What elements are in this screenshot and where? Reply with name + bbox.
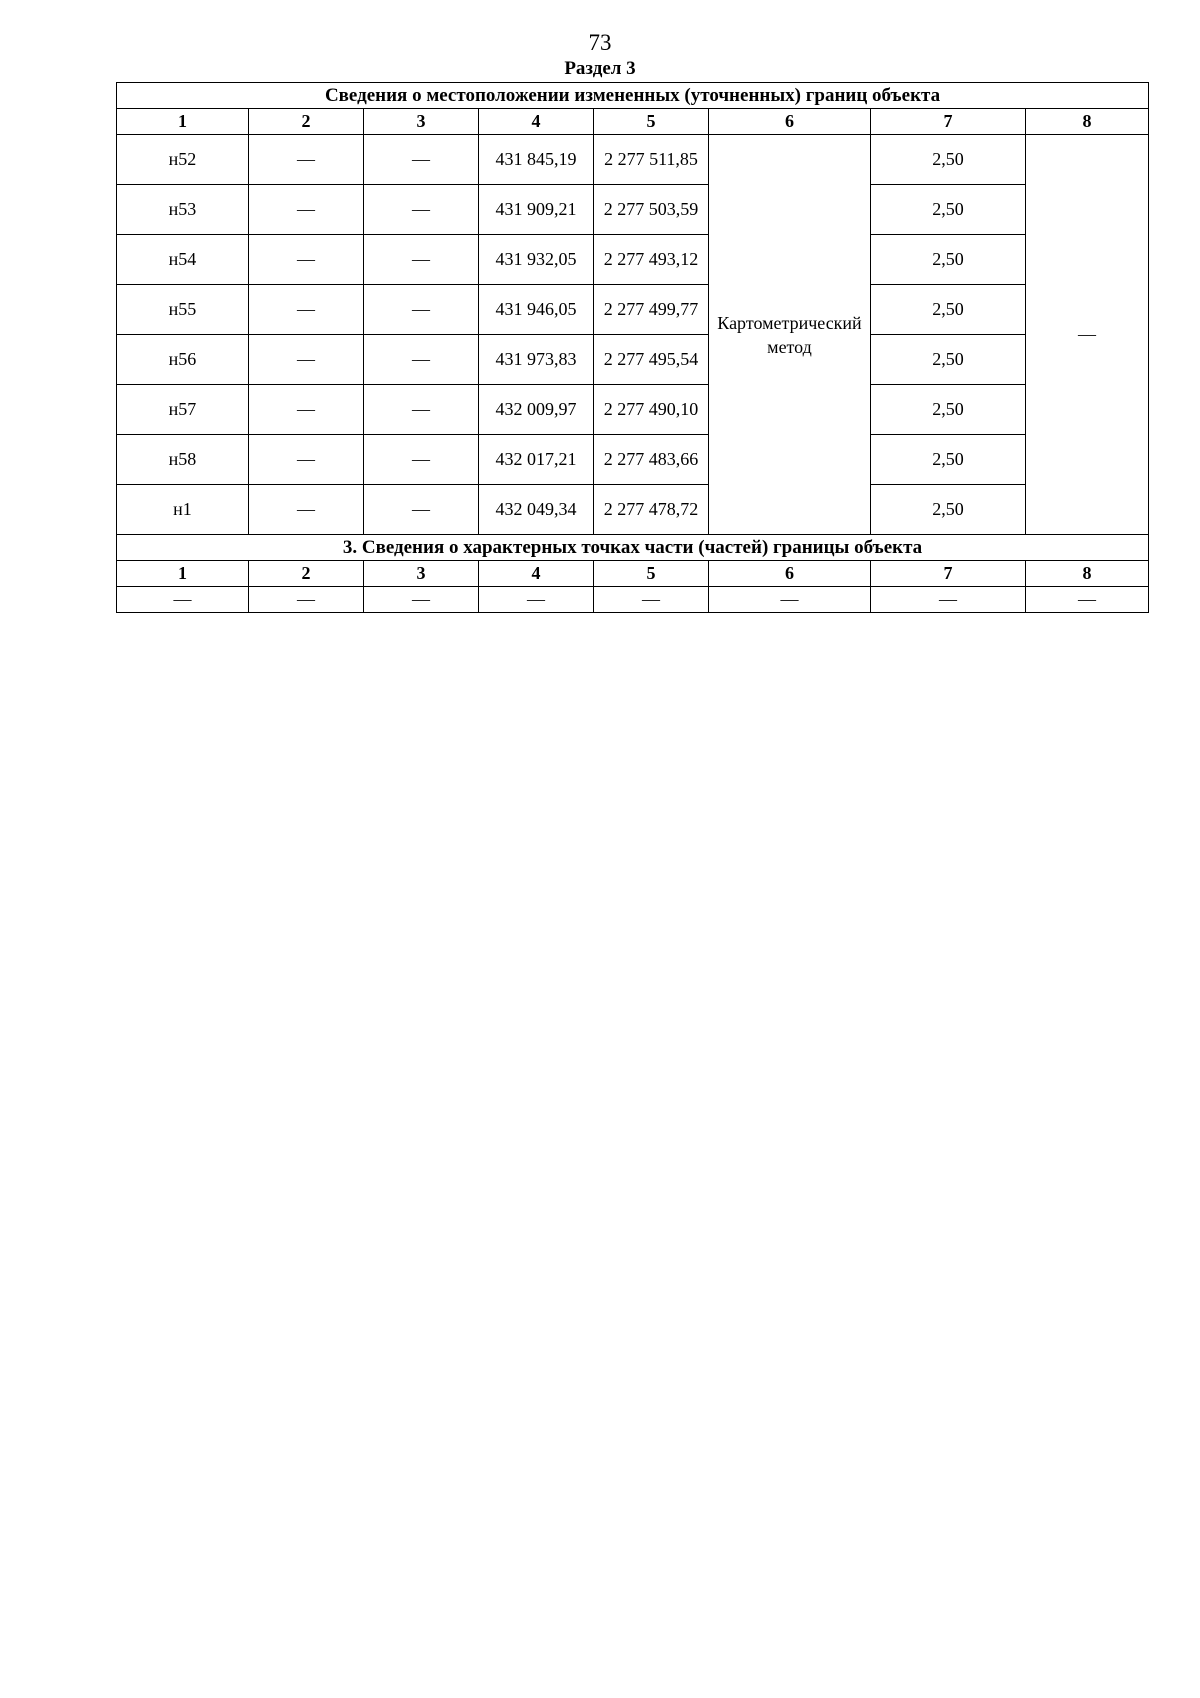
coord-y: 2 277 490,10: [594, 385, 709, 435]
col-header: 5: [594, 109, 709, 135]
col-header: 6: [709, 561, 871, 587]
col-header: 4: [479, 109, 594, 135]
coord-x: 432 009,97: [479, 385, 594, 435]
point-name: н1: [117, 485, 249, 535]
accuracy: 2,50: [871, 235, 1026, 285]
cell-col3: —: [364, 485, 479, 535]
cell-col3: —: [364, 135, 479, 185]
table2-title: 3. Сведения о характерных точках части (частей) границы объекта: [117, 535, 1149, 561]
cell-col3: —: [364, 385, 479, 435]
col8-cell: —: [1026, 135, 1149, 535]
table-row: [117, 335, 1149, 385]
accuracy: 2,50: [871, 135, 1026, 185]
col-header: 6: [709, 109, 871, 135]
cell-col2: —: [249, 335, 364, 385]
table2-column-numbers: [117, 561, 1149, 587]
coord-x: 431 932,05: [479, 235, 594, 285]
empty-cell: —: [594, 587, 709, 613]
empty-cell: —: [1026, 587, 1149, 613]
boundary-table: [116, 82, 1149, 613]
col-header: 3: [364, 109, 479, 135]
col-header: 5: [594, 561, 709, 587]
table-row: [117, 185, 1149, 235]
accuracy: 2,50: [871, 385, 1026, 435]
coord-y: 2 277 511,85: [594, 135, 709, 185]
coord-x: 431 946,05: [479, 285, 594, 335]
point-name: н55: [117, 285, 249, 335]
point-name: н52: [117, 135, 249, 185]
point-name: н56: [117, 335, 249, 385]
col-header: 2: [249, 561, 364, 587]
point-name: н53: [117, 185, 249, 235]
point-name: н58: [117, 435, 249, 485]
coord-y: 2 277 483,66: [594, 435, 709, 485]
empty-cell: —: [871, 587, 1026, 613]
accuracy: 2,50: [871, 435, 1026, 485]
table2-title-row: [117, 535, 1149, 561]
table-row: [117, 285, 1149, 335]
coord-x: 432 017,21: [479, 435, 594, 485]
col-header: 3: [364, 561, 479, 587]
point-name: н57: [117, 385, 249, 435]
accuracy: 2,50: [871, 185, 1026, 235]
table-row: [117, 485, 1149, 535]
cell-col2: —: [249, 385, 364, 435]
method-cell: Картометрический метод: [709, 135, 871, 535]
cell-col2: —: [249, 285, 364, 335]
cell-col2: —: [249, 435, 364, 485]
col-header: 8: [1026, 109, 1149, 135]
cell-col2: —: [249, 185, 364, 235]
empty-cell: —: [117, 587, 249, 613]
coord-x: 431 845,19: [479, 135, 594, 185]
cell-col3: —: [364, 185, 479, 235]
empty-cell: —: [479, 587, 594, 613]
col-header: 1: [117, 561, 249, 587]
coord-y: 2 277 499,77: [594, 285, 709, 335]
col-header: 2: [249, 109, 364, 135]
table1-column-numbers: [117, 109, 1149, 135]
point-name: н54: [117, 235, 249, 285]
cell-col2: —: [249, 135, 364, 185]
table-row: [117, 435, 1149, 485]
coord-y: 2 277 493,12: [594, 235, 709, 285]
col-header: 7: [871, 109, 1026, 135]
cell-col3: —: [364, 335, 479, 385]
accuracy: 2,50: [871, 285, 1026, 335]
cell-col2: —: [249, 235, 364, 285]
coord-x: 432 049,34: [479, 485, 594, 535]
coord-y: 2 277 503,59: [594, 185, 709, 235]
table1-title: Сведения о местоположении измененных (уточненных) границ объекта: [117, 83, 1149, 109]
col-header: 1: [117, 109, 249, 135]
table-row: [117, 235, 1149, 285]
coord-x: 431 973,83: [479, 335, 594, 385]
accuracy: 2,50: [871, 335, 1026, 385]
table1-title-row: [117, 83, 1149, 109]
section-title: Раздел 3: [564, 58, 636, 79]
table-row: [117, 385, 1149, 435]
empty-cell: —: [364, 587, 479, 613]
col-header: 8: [1026, 561, 1149, 587]
cell-col3: —: [364, 435, 479, 485]
coord-y: 2 277 495,54: [594, 335, 709, 385]
accuracy: 2,50: [871, 485, 1026, 535]
coord-x: 431 909,21: [479, 185, 594, 235]
table-row: [117, 587, 1149, 613]
cell-col2: —: [249, 485, 364, 535]
empty-cell: —: [249, 587, 364, 613]
empty-cell: —: [709, 587, 871, 613]
col-header: 7: [871, 561, 1026, 587]
coord-y: 2 277 478,72: [594, 485, 709, 535]
col-header: 4: [479, 561, 594, 587]
page-number: 73: [588, 30, 612, 55]
cell-col3: —: [364, 235, 479, 285]
cell-col3: —: [364, 285, 479, 335]
table-row: [117, 135, 1149, 185]
